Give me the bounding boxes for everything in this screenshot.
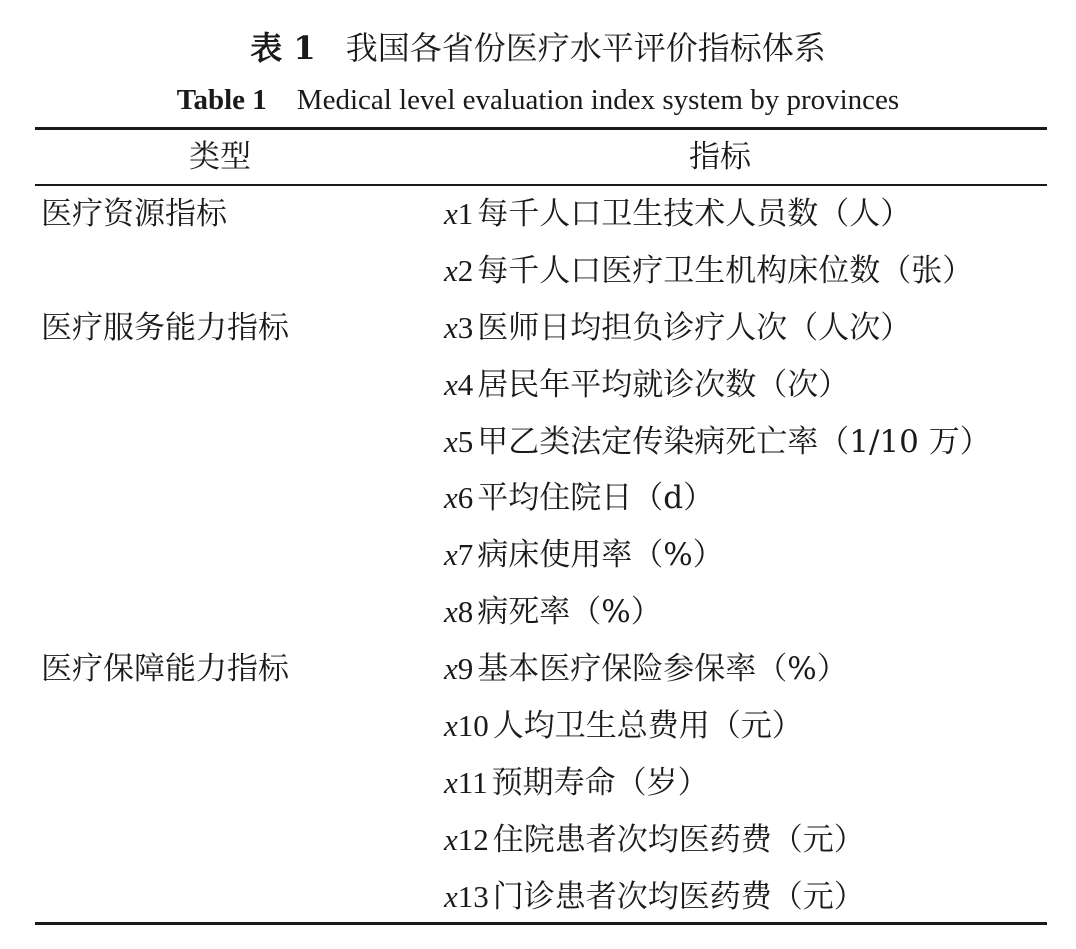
- index-label: 人均卫生总费用（元）: [492, 708, 803, 745]
- index-variable: x: [444, 309, 458, 345]
- index-label: 病死率（%）: [477, 594, 662, 631]
- cell-index: [444, 869, 865, 926]
- index-number: 6: [457, 480, 474, 516]
- caption-chinese: [0, 26, 1076, 70]
- cell-type: 医疗服务能力指标: [41, 309, 289, 346]
- index-variable: x: [444, 594, 458, 630]
- cell-index: [444, 414, 991, 471]
- cell-index: [444, 357, 849, 414]
- index-variable: x: [444, 878, 458, 914]
- index-label: 预期寿命（岁）: [491, 764, 709, 801]
- cell-index: [444, 243, 973, 300]
- index-number: 5: [457, 423, 474, 459]
- index-variable: x: [444, 423, 458, 459]
- cell-index: [444, 300, 911, 357]
- caption-cn-label: 表 1: [250, 29, 316, 67]
- index-number: 11: [457, 764, 488, 800]
- cell-index: [444, 641, 848, 698]
- index-number: 9: [457, 651, 474, 687]
- caption-en-title: Medical level evaluation index system by provinces: [296, 84, 900, 116]
- index-variable: x: [444, 764, 458, 800]
- cell-type: 医疗资源指标: [41, 196, 227, 232]
- index-number: 1: [457, 196, 474, 231]
- index-number: 4: [457, 366, 474, 402]
- index-label: 住院患者次均医药费（元）: [492, 821, 865, 858]
- caption-english: [0, 80, 1076, 120]
- table-row: [0, 186, 1076, 243]
- index-number: 12: [457, 821, 489, 857]
- table-row: [0, 755, 1076, 812]
- index-variable: x: [444, 537, 458, 573]
- table-row: [0, 414, 1076, 471]
- table-row: [0, 641, 1076, 698]
- index-label: 平均住院日（d）: [477, 480, 715, 517]
- cell-index: [444, 186, 911, 243]
- table-bottom-rule: [35, 922, 1047, 925]
- index-label: 病床使用率（%）: [477, 537, 724, 574]
- table-row: [0, 470, 1076, 527]
- index-number: 7: [457, 537, 474, 573]
- table-row: [0, 812, 1076, 869]
- index-number: 10: [457, 708, 489, 744]
- cell-index: [444, 584, 662, 641]
- header-index: 指标: [689, 139, 751, 175]
- table-row: [0, 357, 1076, 414]
- index-label: 每千人口医疗卫生机构床位数（张）: [477, 252, 974, 289]
- index-label: 居民年平均就诊次数（次）: [477, 366, 850, 403]
- cell-type: 医疗保障能力指标: [41, 651, 289, 688]
- index-variable: x: [444, 480, 458, 516]
- index-number: 8: [457, 594, 474, 630]
- table-row: [0, 527, 1076, 584]
- index-variable: x: [444, 252, 458, 288]
- table-row: [0, 869, 1076, 926]
- index-variable: x: [444, 196, 458, 231]
- cell-index: [444, 527, 724, 584]
- index-label: 甲乙类法定传染病死亡率（1/10 万）: [477, 423, 991, 460]
- table-row: [0, 300, 1076, 357]
- cell-index: [444, 470, 714, 527]
- cell-index: [444, 755, 709, 812]
- caption-cn-title: 我国各省份医疗水平评价指标体系: [345, 29, 826, 67]
- table-row: [0, 698, 1076, 755]
- index-label: 门诊患者次均医药费（元）: [492, 878, 865, 915]
- cell-index: [444, 812, 865, 869]
- index-number: 2: [457, 252, 474, 288]
- cell-index: [444, 698, 803, 755]
- header-type: 类型: [189, 139, 251, 175]
- index-number: 13: [457, 878, 489, 914]
- table-row: [0, 584, 1076, 641]
- table-row: [0, 243, 1076, 300]
- index-label: 基本医疗保险参保率（%）: [477, 651, 848, 688]
- index-label: 每千人口卫生技术人员数（人）: [477, 196, 912, 232]
- index-variable: x: [444, 821, 458, 857]
- index-number: 3: [457, 309, 474, 345]
- table-top-rule: [35, 127, 1047, 130]
- index-variable: x: [444, 366, 458, 402]
- caption-en-label: Table 1: [176, 84, 267, 116]
- index-label: 医师日均担负诊疗人次（人次）: [477, 309, 912, 346]
- index-variable: x: [444, 651, 458, 687]
- index-variable: x: [444, 708, 458, 744]
- table-body: [0, 186, 1076, 926]
